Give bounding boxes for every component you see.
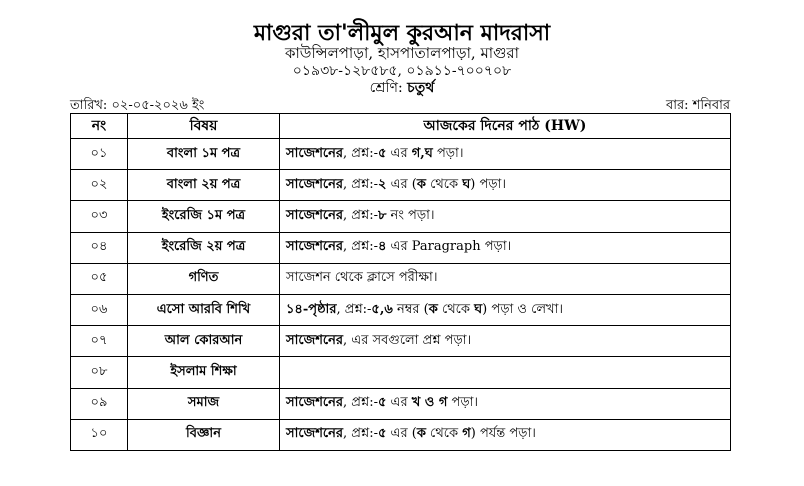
homework-text: সাজেশনের [286, 207, 344, 223]
row-homework [280, 232, 731, 263]
homework-text: , প্রশ্ন:- [343, 239, 378, 255]
table-row [71, 357, 731, 388]
row-serial: ০৪ [71, 232, 128, 263]
row-homework [280, 170, 731, 201]
table-row [71, 170, 731, 201]
date-text: তারিখ: ০২-০৫-২০২৬ ইং [70, 98, 205, 113]
row-subject: ইসলাম শিক্ষা [128, 357, 280, 388]
table-row [71, 232, 731, 263]
homework-text: সাজেশনের [286, 332, 344, 348]
row-subject: গণিত [128, 263, 280, 294]
table-row [71, 201, 731, 232]
homework-text: সাজেশনের [286, 395, 344, 411]
homework-text: থেকে [425, 426, 463, 442]
homework-text: নং পড়া। [386, 207, 435, 223]
table-row [71, 263, 731, 294]
homework-text: পড়া। [447, 395, 479, 411]
school-name: মাগুরা তা'লীমুল কুরআন মাদরাসা [253, 20, 551, 46]
school-address: কাউন্সিলপাড়া, হাসপাতালপাড়া, মাগুরা [284, 44, 520, 62]
homework-text: ৮ [377, 207, 387, 223]
row-homework [280, 419, 731, 450]
header-subject: বিষয় [128, 114, 280, 139]
class-label: শ্রেণি: [369, 80, 403, 96]
day-text: বার: শনিবার [666, 98, 730, 113]
homework-text: , প্রশ্ন:- [343, 426, 378, 442]
homework-text: গ,ঘ [411, 145, 433, 161]
homework-text: থেকে [437, 301, 475, 317]
row-subject: সমাজ [128, 388, 280, 419]
table-header-row [71, 114, 731, 139]
homework-text: ৫ [377, 395, 387, 411]
homework-text: পড়া। [432, 145, 464, 161]
table-row [71, 326, 731, 357]
row-serial: ১০ [71, 419, 128, 450]
header-serial: নং [71, 114, 128, 139]
row-subject: বিজ্ঞান [128, 419, 280, 450]
table-row [71, 388, 731, 419]
row-homework [280, 326, 731, 357]
row-subject: বাংলা ১ম পত্র [128, 139, 280, 170]
homework-text: ক [416, 176, 426, 192]
row-homework [280, 263, 731, 294]
phone-numbers: ০১৯৩৮-১২৮৫৮৫, ০১৯১১-৭০০৭০৮ [292, 63, 512, 79]
row-homework [280, 201, 731, 232]
homework-text: নম্বর ( [392, 301, 429, 317]
row-subject: ইংরেজি ১ম পত্র [128, 201, 280, 232]
homework-text: সাজেশনের [286, 239, 344, 255]
homework-text: , প্রশ্ন:- [343, 145, 378, 161]
table-row [71, 139, 731, 170]
homework-text: , প্রশ্ন:- [336, 301, 372, 317]
homework-text: ৫ [377, 426, 387, 442]
row-homework [280, 357, 731, 388]
row-serial: ০৩ [71, 201, 128, 232]
table-row [71, 419, 731, 450]
class-line [0, 81, 804, 95]
table-row [71, 294, 731, 325]
homework-text: ক [428, 301, 438, 317]
homework-text: ৫ [377, 145, 387, 161]
homework-text: এর ( [386, 426, 417, 442]
homework-text: এর Paragraph পড়া। [386, 239, 512, 255]
homework-text: থেকে [425, 176, 463, 192]
row-subject: ইংরেজি ২য় পত্র [128, 232, 280, 263]
homework-text: , প্রশ্ন:- [343, 395, 378, 411]
homework-text: এর [386, 395, 412, 411]
row-homework [280, 139, 731, 170]
homework-text: এর [386, 145, 412, 161]
row-homework [280, 294, 731, 325]
homework-text: গ [462, 426, 471, 442]
homework-text: ২ [377, 176, 387, 192]
row-subject: আল কোরআন [128, 326, 280, 357]
homework-text: ৪ [377, 239, 387, 255]
header-homework: আজকের দিনের পাঠ (HW) [280, 114, 731, 139]
homework-text: ) পড়া ও লেখা। [482, 301, 564, 317]
homework-text: সাজেশন থেকে ক্লাসে পরীক্ষা। [286, 270, 438, 286]
row-homework [280, 388, 731, 419]
homework-text: ঘ [474, 301, 483, 317]
homework-text: ৫,৬ [371, 301, 393, 317]
homework-table [70, 113, 731, 451]
row-serial: ০৮ [71, 357, 128, 388]
homework-text: সাজেশনের [286, 426, 344, 442]
row-serial: ০৫ [71, 263, 128, 294]
row-serial: ০৬ [71, 294, 128, 325]
homework-text: ঘ [462, 176, 471, 192]
homework-text: খ ও গ [411, 395, 448, 411]
homework-text: সাজেশনের [286, 176, 344, 192]
row-serial: ০৯ [71, 388, 128, 419]
row-serial: ০৭ [71, 326, 128, 357]
row-serial: ০২ [71, 170, 128, 201]
row-subject: এসো আরবি শিখি [128, 294, 280, 325]
homework-text: ) পর্যন্ত পড়া। [470, 426, 536, 442]
homework-text: ১৪-পৃষ্ঠার [286, 301, 337, 317]
homework-text: ক [416, 426, 426, 442]
homework-text: এর ( [386, 176, 417, 192]
homework-text: ) পড়া। [470, 176, 506, 192]
homework-text: , প্রশ্ন:- [343, 207, 378, 223]
class-value: চতুর্থ [407, 80, 435, 96]
row-serial: ০১ [71, 139, 128, 170]
homework-text: সাজেশনের [286, 145, 344, 161]
row-subject: বাংলা ২য় পত্র [128, 170, 280, 201]
homework-text: , প্রশ্ন:- [343, 176, 378, 192]
homework-text: , এর সবগুলো প্রশ্ন পড়া। [343, 332, 472, 348]
